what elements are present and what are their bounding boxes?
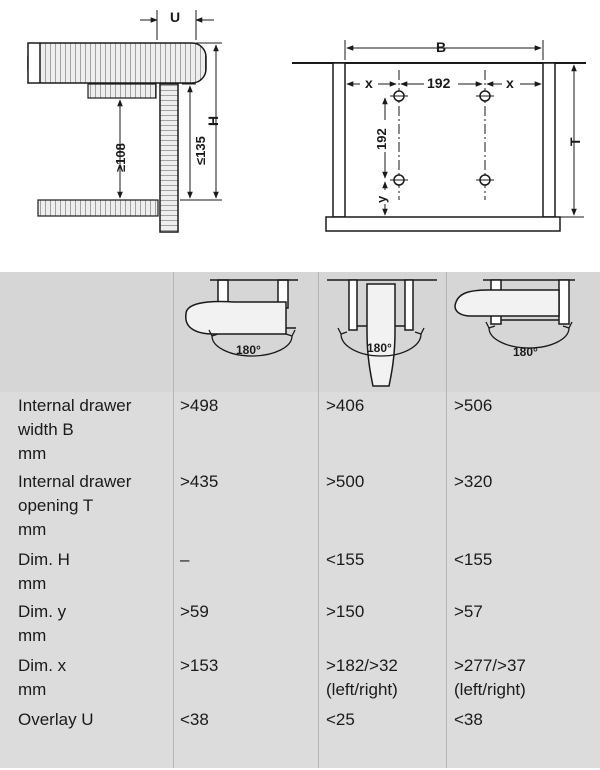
rotation-angle-label: 180° xyxy=(236,343,261,357)
table-cell: <155 xyxy=(454,550,493,569)
table-cell: >320 xyxy=(454,472,493,491)
table-cell: >435 xyxy=(180,472,219,491)
spec-table xyxy=(0,272,600,768)
dim-192-horizontal-label: 192 xyxy=(427,75,451,91)
table-cell: <38 xyxy=(180,710,209,729)
front-panel xyxy=(160,84,178,232)
dim-x-left-label: x xyxy=(365,75,373,91)
technical-drawings xyxy=(0,0,600,262)
front-view-drawing xyxy=(292,39,586,231)
variant-3-icon xyxy=(447,272,600,392)
variant-2-icon xyxy=(319,272,446,392)
table-cell: >57 xyxy=(454,602,483,621)
row-label-dim-x: Dim. x mm xyxy=(18,656,67,699)
dim-x-right-label: x xyxy=(506,75,514,91)
dim-min-108-label: ≥108 xyxy=(113,143,128,172)
lower-drawer xyxy=(38,200,158,216)
rotation-angle-label: 180° xyxy=(513,345,538,359)
table-cell: – xyxy=(180,550,190,569)
worktop xyxy=(28,43,206,83)
row-label-overlay-u: Overlay U xyxy=(18,710,94,729)
upper-rail xyxy=(88,84,156,98)
table-cell: >506 xyxy=(454,396,493,415)
side-view-drawing xyxy=(28,9,222,232)
dim-192-vertical-label: 192 xyxy=(374,128,389,150)
table-cell: >500 xyxy=(326,472,365,491)
row-label-internal-opening: Internal drawer opening T mm xyxy=(18,472,132,539)
row-label-internal-width: Internal drawer width B mm xyxy=(18,396,132,463)
rotation-angle-label: 180° xyxy=(367,341,392,355)
table-cell: >150 xyxy=(326,602,365,621)
table-cell: <155 xyxy=(326,550,365,569)
dim-t-label: T xyxy=(567,137,583,146)
variant-1-icon xyxy=(174,272,318,392)
dim-y-label: y xyxy=(374,195,389,203)
dim-max-135-label: ≤135 xyxy=(193,136,208,165)
table-cell: >153 xyxy=(180,656,219,675)
table-cell: >182/>32 (left/right) xyxy=(326,656,398,699)
dim-h-label: H xyxy=(205,115,221,126)
row-label-dim-y: Dim. y mm xyxy=(18,602,67,645)
dim-b-label: B xyxy=(436,39,447,55)
table-cell: <38 xyxy=(454,710,483,729)
table-cell: >59 xyxy=(180,602,209,621)
row-label-dim-h: Dim. H mm xyxy=(18,550,70,593)
table-cell: >406 xyxy=(326,396,365,415)
table-cell: >498 xyxy=(180,396,219,415)
dim-u-label: U xyxy=(170,9,181,25)
table-cell: >277/>37 (left/right) xyxy=(454,656,526,699)
table-cell: <25 xyxy=(326,710,355,729)
